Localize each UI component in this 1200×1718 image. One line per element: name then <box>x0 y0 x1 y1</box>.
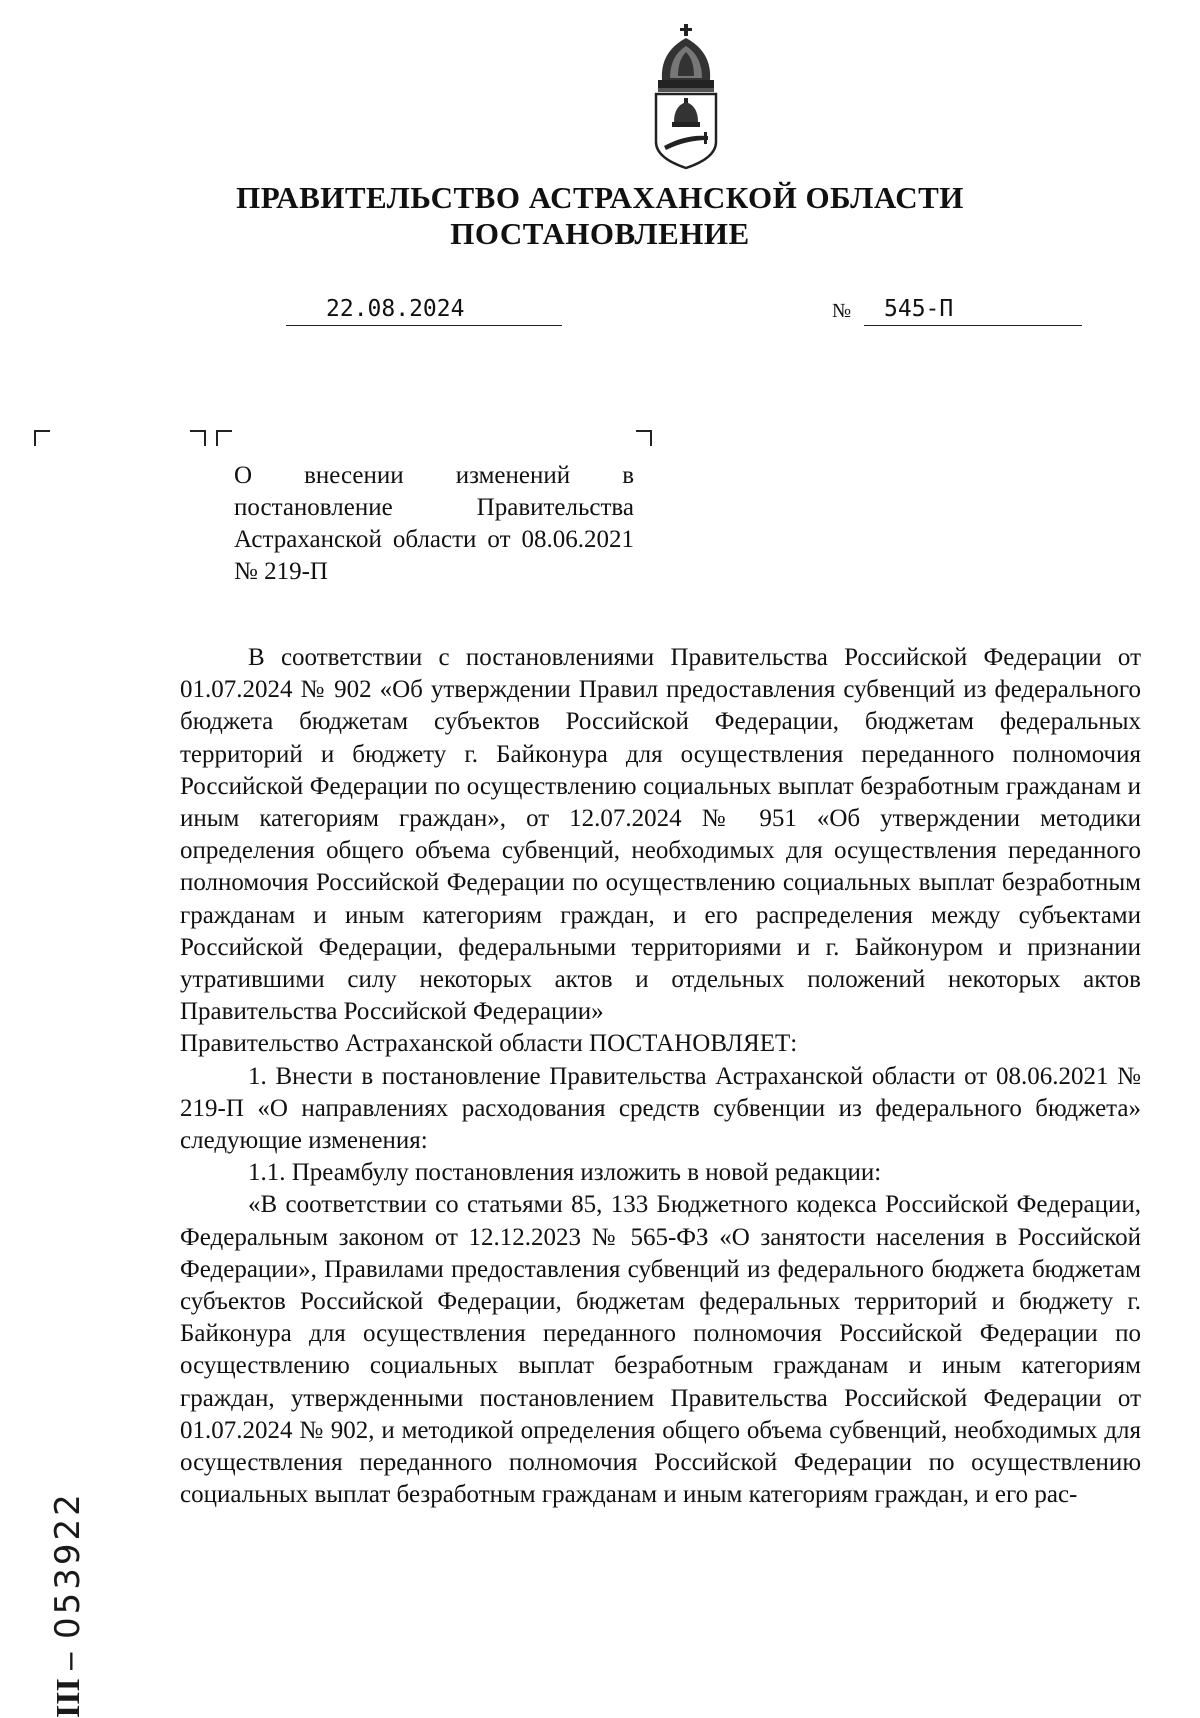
document-body <box>180 642 1141 1511</box>
document-number: 545-П <box>884 296 954 322</box>
corner-mark-top-left <box>34 430 50 446</box>
date-underline <box>286 325 562 326</box>
number-sign: № <box>832 300 852 322</box>
corner-mark-subject-start <box>216 430 232 446</box>
document-subject: О внесении изменений в постановление Правительства Астраханской области от 08.06.2021 № 219-П <box>234 462 634 585</box>
corner-mark-left-end <box>190 430 206 446</box>
corner-mark-subject-end <box>636 430 652 446</box>
form-serial-number <box>48 1491 88 1718</box>
astrakhan-coat-of-arms-icon <box>640 22 732 172</box>
serial-prefix: III – <box>50 1652 87 1718</box>
paragraph-item-1-1: 1.1. Преамбулу постановления изложить в новой редакции: <box>248 1159 882 1187</box>
serial-number: 053922 <box>48 1491 88 1639</box>
paragraph-item-1: 1. Внести в постановление Правительства Астраханской области от 08.06.2021 № 219-П «О направлениях расходования средств субвенции из федерального бюджета» следующие изменения: <box>180 1062 1141 1155</box>
paragraph-resolves: Правительство Астраханской области ПОСТАНОВЛЯЕТ: <box>180 1030 798 1058</box>
paragraph-preamble: В соответствии с постановлениями Правительства Российской Федерации от 01.07.2024 № 902 «Об утверждении Правил предоставления субвенций из федерального бюджета бюджетам субъектов Российской Федерации, бюджетам федеральных территорий и бюджету г. Байконура для осуществления переданного полномочия Российской Федерации по осуществлению социальных выплат безработным гражданам и иным категориям граждан», от 12.07.2024 № 951 «Об утверждении методики определения общего объема субвенций, необходимых для осуществления переданного полномочия Российской Федерации по осуществлению социальных выплат безработным гражданам и иным категориям граждан, и его распределения между субъектами Российской Федерации, федеральными территориями и г. Байконуром и признании утратившими силу некоторых актов и отдельных положений некоторых актов Правительства Российской Федерации» <box>180 644 1141 1026</box>
paragraph-new-preamble: «В соответствии со статьями 85, 133 Бюджетного кодекса Российской Федерации, Федеральным законом от 12.12.2023 № 565-ФЗ «О занятости населения в Российской Федерации», Правилами предоставления субвенций из федерального бюджета бюджетам субъектов Российской Федерации, бюджетам федеральных территорий и бюджету г. Байконура для осуществления переданного полномочия Российской Федерации по осуществлению социальных выплат безработным гражданам и иным категориям граждан, утвержденными постановлением Правительства Российской Федерации от 01.07.2024 № 902, и методикой определения общего объема субвенций, необходимых для осуществления переданного полномочия Российской Федерации по осуществлению социальных выплат безработным гражданам и иным категориям граждан, и его рас- <box>180 1191 1141 1509</box>
organization-title: ПРАВИТЕЛЬСТВО АСТРАХАНСКОЙ ОБЛАСТИ <box>236 180 964 215</box>
number-underline <box>864 325 1082 326</box>
document-type: ПОСТАНОВЛЕНИЕ <box>450 216 750 251</box>
document-date: 22.08.2024 <box>326 296 465 322</box>
